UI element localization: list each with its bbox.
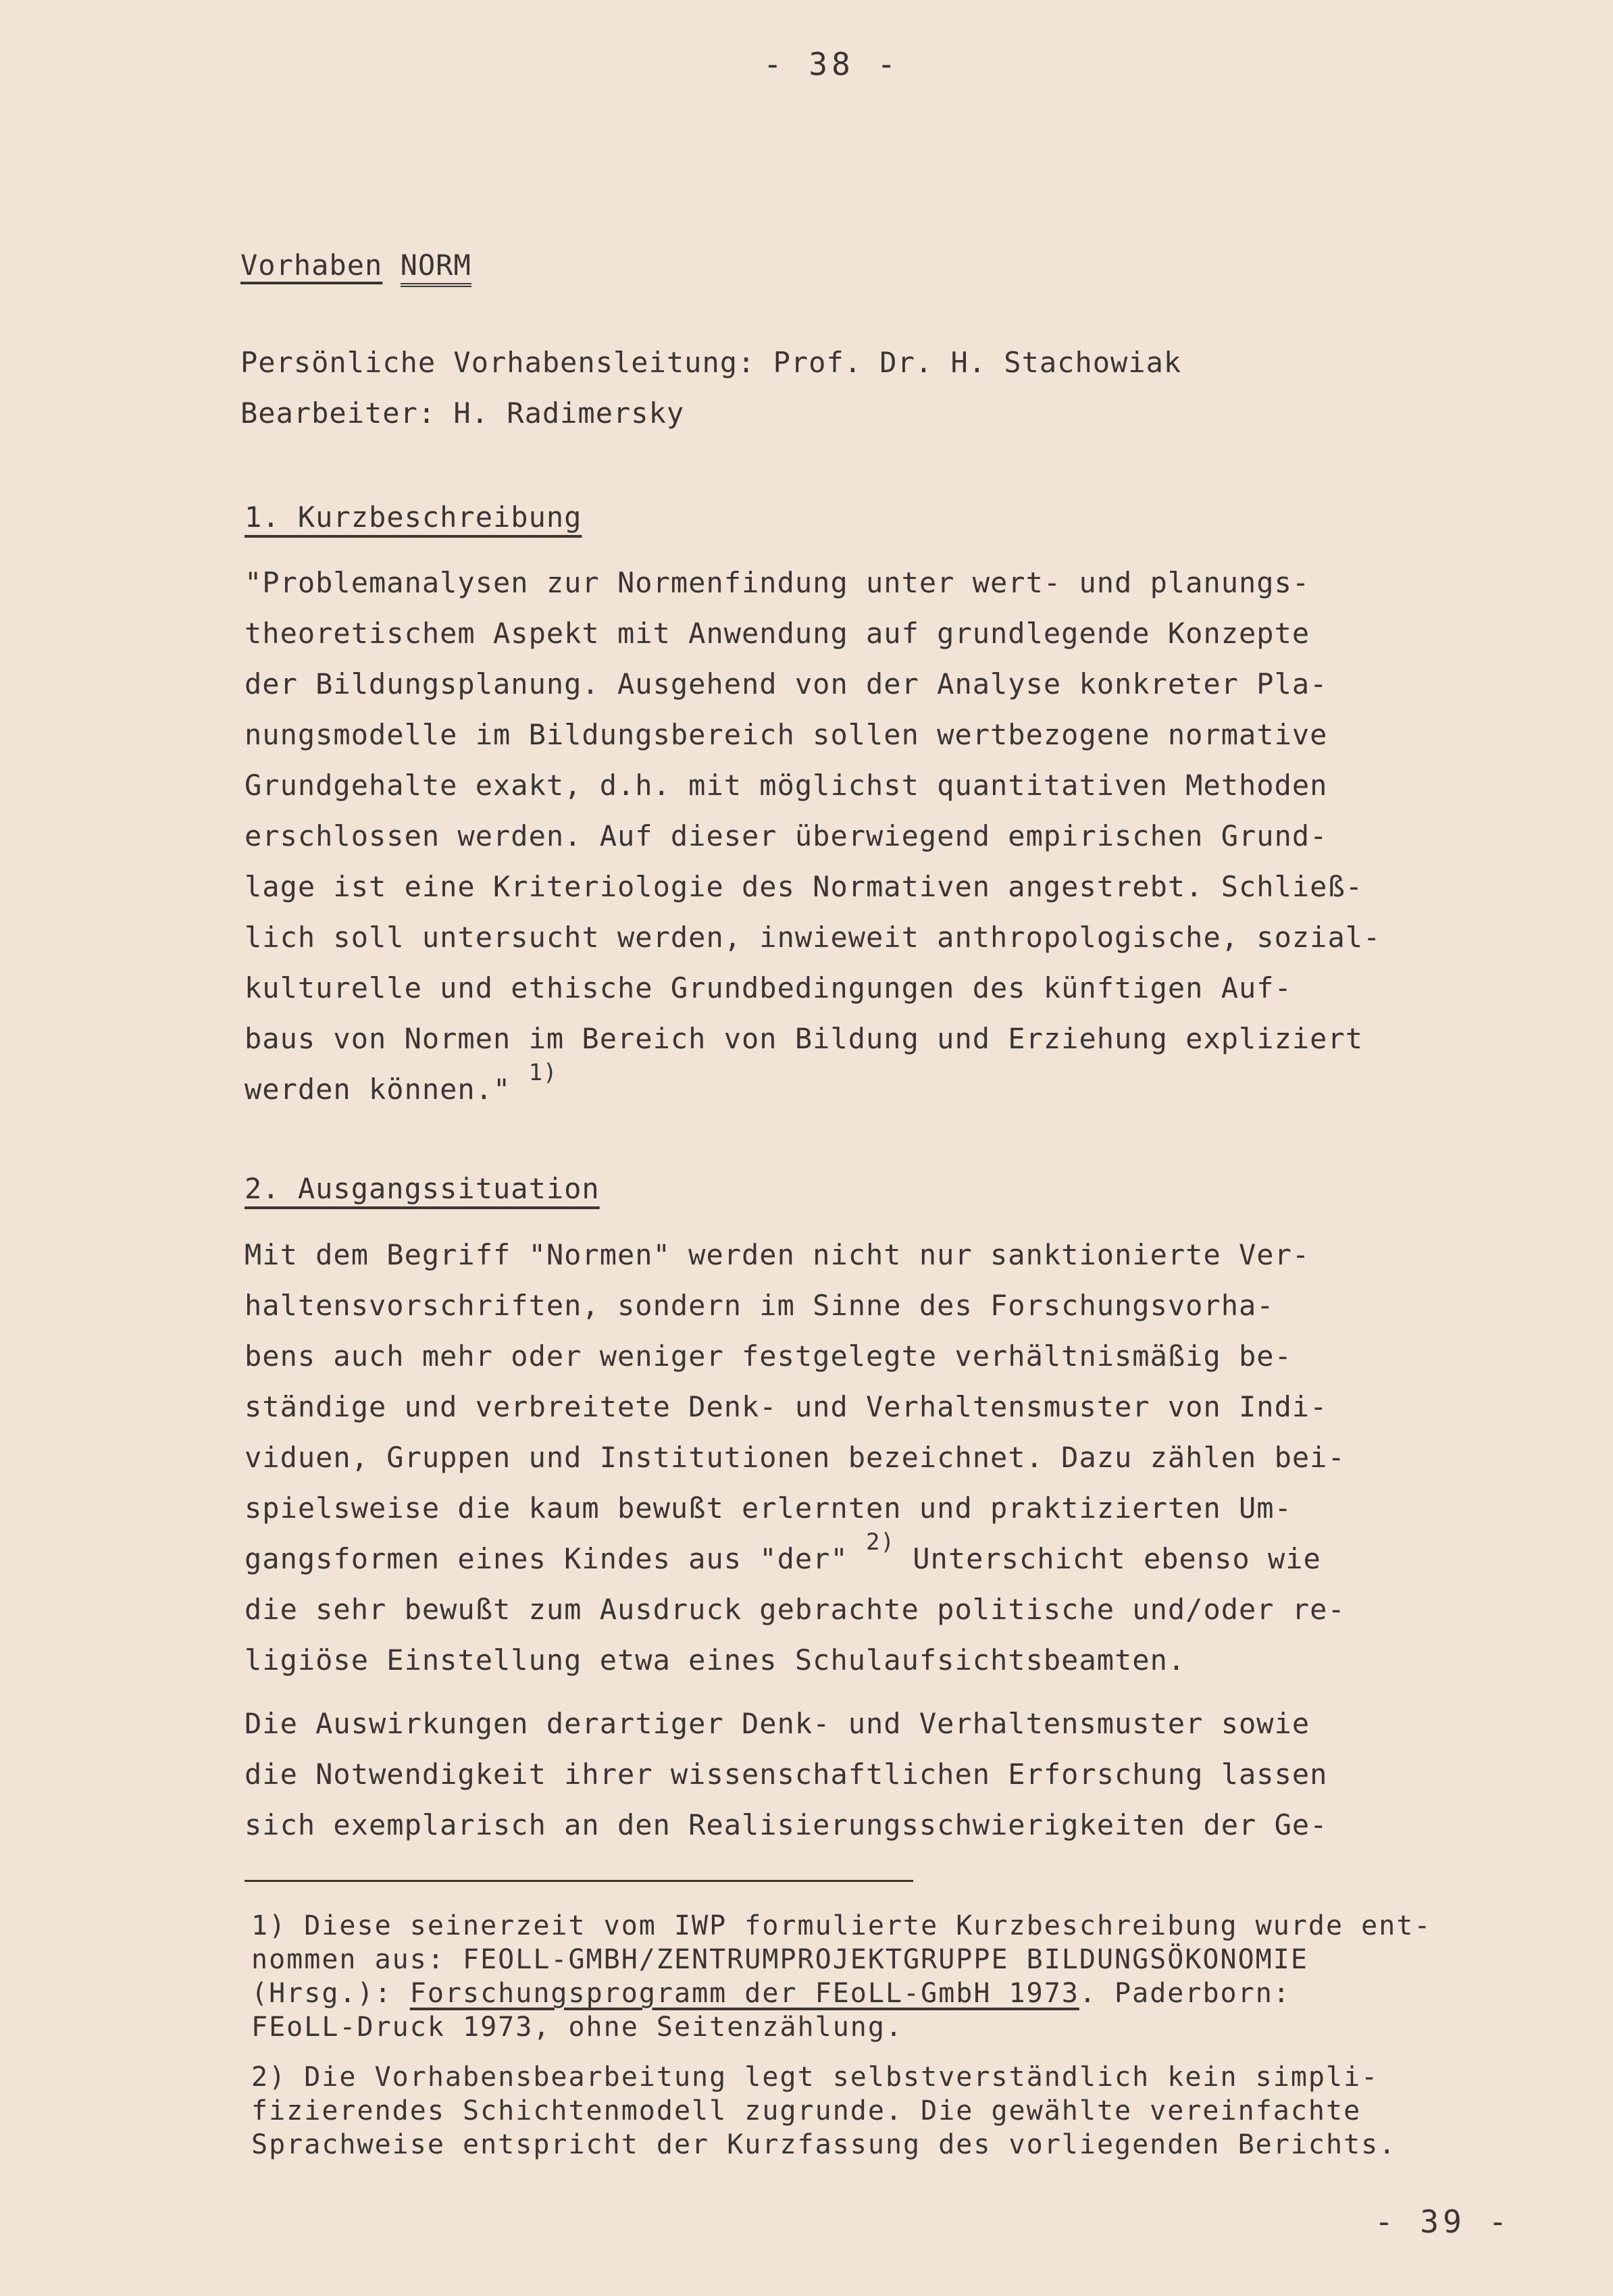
text-line: Die Auswirkungen derartiger Denk- und Verhaltensmuster sowie — [245, 1707, 1310, 1740]
footnote-separator — [245, 1880, 913, 1882]
text-line: die Notwendigkeit ihrer wissenschaftlichen Erforschung lassen — [245, 1758, 1328, 1791]
text-line: baus von Normen im Bereich von Bildung und Erziehung expliziert — [245, 1022, 1364, 1055]
text-line: viduen, Gruppen und Institutionen bezeichnet. Dazu zählen bei- — [245, 1441, 1346, 1474]
text-line: lage ist eine Kriteriologie des Normativen angestrebt. Schließ- — [245, 870, 1364, 903]
footnote-line — [251, 1976, 1602, 2010]
footnote-ref-1: 1) — [528, 1059, 558, 1086]
section-2-title: 2. Ausgangssituation — [245, 1172, 600, 1205]
footnote-book-title: Forschungsprogramm der FEoLL-GmbH 1973 — [409, 1978, 1079, 2009]
footnote-hrsg: (Hrsg.): — [251, 1978, 410, 2009]
footnote-line: 2) Die Vorhabensbearbeitung legt selbstverständlich kein simpli- — [251, 2062, 1379, 2093]
page-number: - 38 - — [763, 46, 900, 82]
text-line: kulturelle und ethische Grundbedingungen des künftigen Auf- — [245, 971, 1292, 1004]
text-line: erschlossen werden. Auf dieser überwiegend empirischen Grund- — [245, 819, 1328, 852]
last-line-text: werden können." — [245, 1073, 529, 1106]
text-line: spielsweise die kaum bewußt erlernten und praktizierten Um- — [245, 1491, 1292, 1525]
text-line: sich exemplarisch an den Realisierungsschwierigkeiten der Ge- — [245, 1808, 1328, 1841]
title-label: Vorhaben — [240, 249, 383, 282]
text-line: "Problemanalysen zur Normenfindung unter wert- und planungs- — [245, 566, 1310, 599]
footnote-line: Sprachweise entspricht der Kurzfassung des vorliegenden Berichts. — [251, 2129, 1397, 2160]
ref-line-post: Unterschicht ebenso wie — [894, 1542, 1321, 1575]
section-1-text — [245, 557, 1514, 1115]
next-page-number: - 39 - — [1375, 2203, 1512, 2240]
section-1-title: 1. Kurzbeschreibung — [245, 501, 582, 534]
footnote-2 — [251, 2060, 1602, 2162]
footnote-1 — [251, 1909, 1602, 2044]
section-2-paragraph-2 — [245, 1698, 1514, 1850]
footnote-place: . Paderborn: — [1079, 1978, 1291, 2009]
footnote-line: nommen aus: FEOLL-GMBH/ZENTRUMPROJEKTGRUPPE BILDUNGSÖKONOMIE — [251, 1944, 1308, 1975]
text-line — [245, 1059, 1514, 1115]
text-line: Grundgehalte exakt, d.h. mit möglichst quantitativen Methoden — [245, 769, 1328, 802]
page-title — [240, 249, 471, 282]
text-line: Mit dem Begriff "Normen" werden nicht nur sanktionierte Ver- — [245, 1238, 1310, 1271]
text-line: die sehr bewußt zum Ausdruck gebrachte politische und/oder re- — [245, 1593, 1346, 1626]
footnote-line: fizierendes Schichtenmodell zugrunde. Die gewählte vereinfachte — [251, 2095, 1362, 2126]
section-2-text — [245, 1229, 1514, 1685]
text-line: theoretischem Aspekt mit Anwendung auf grundlegende Konzepte — [245, 617, 1310, 650]
text-line: der Bildungsplanung. Ausgehend von der Analyse konkreter Pla- — [245, 667, 1328, 700]
ref-line-pre: gangsformen eines Kindes aus "der" — [245, 1542, 867, 1575]
text-line: ständige und verbreitete Denk- und Verhaltensmuster von Indi- — [245, 1390, 1328, 1423]
project-name: NORM — [401, 249, 471, 287]
text-line: bens auch mehr oder weniger festgelegte verhältnismäßig be- — [245, 1340, 1292, 1373]
bearbeiter-line: Bearbeiter: H. Radimersky — [240, 397, 685, 430]
text-line — [245, 1529, 1514, 1584]
text-line: lich soll untersucht werden, inwieweit anthropologische, sozial- — [245, 921, 1381, 954]
footnote-line: 1) Diese seinerzeit vom IWP formulierte Kurzbeschreibung wurde ent- — [251, 1910, 1432, 1941]
text-line: haltensvorschriften, sondern im Sinne des Forschungsvorha- — [245, 1289, 1275, 1322]
leitung-line: Persönliche Vorhabensleitung: Prof. Dr. H. Stachowiak — [240, 346, 1182, 379]
footnote-ref-2: 2) — [866, 1529, 895, 1556]
text-line: nungsmodelle im Bildungsbereich sollen wertbezogene normative — [245, 718, 1328, 751]
text-line: ligiöse Einstellung etwa eines Schulaufsichtsbeamten. — [245, 1643, 1186, 1677]
footnote-line: FEoLL-Druck 1973, ohne Seitenzählung. — [251, 2012, 904, 2043]
